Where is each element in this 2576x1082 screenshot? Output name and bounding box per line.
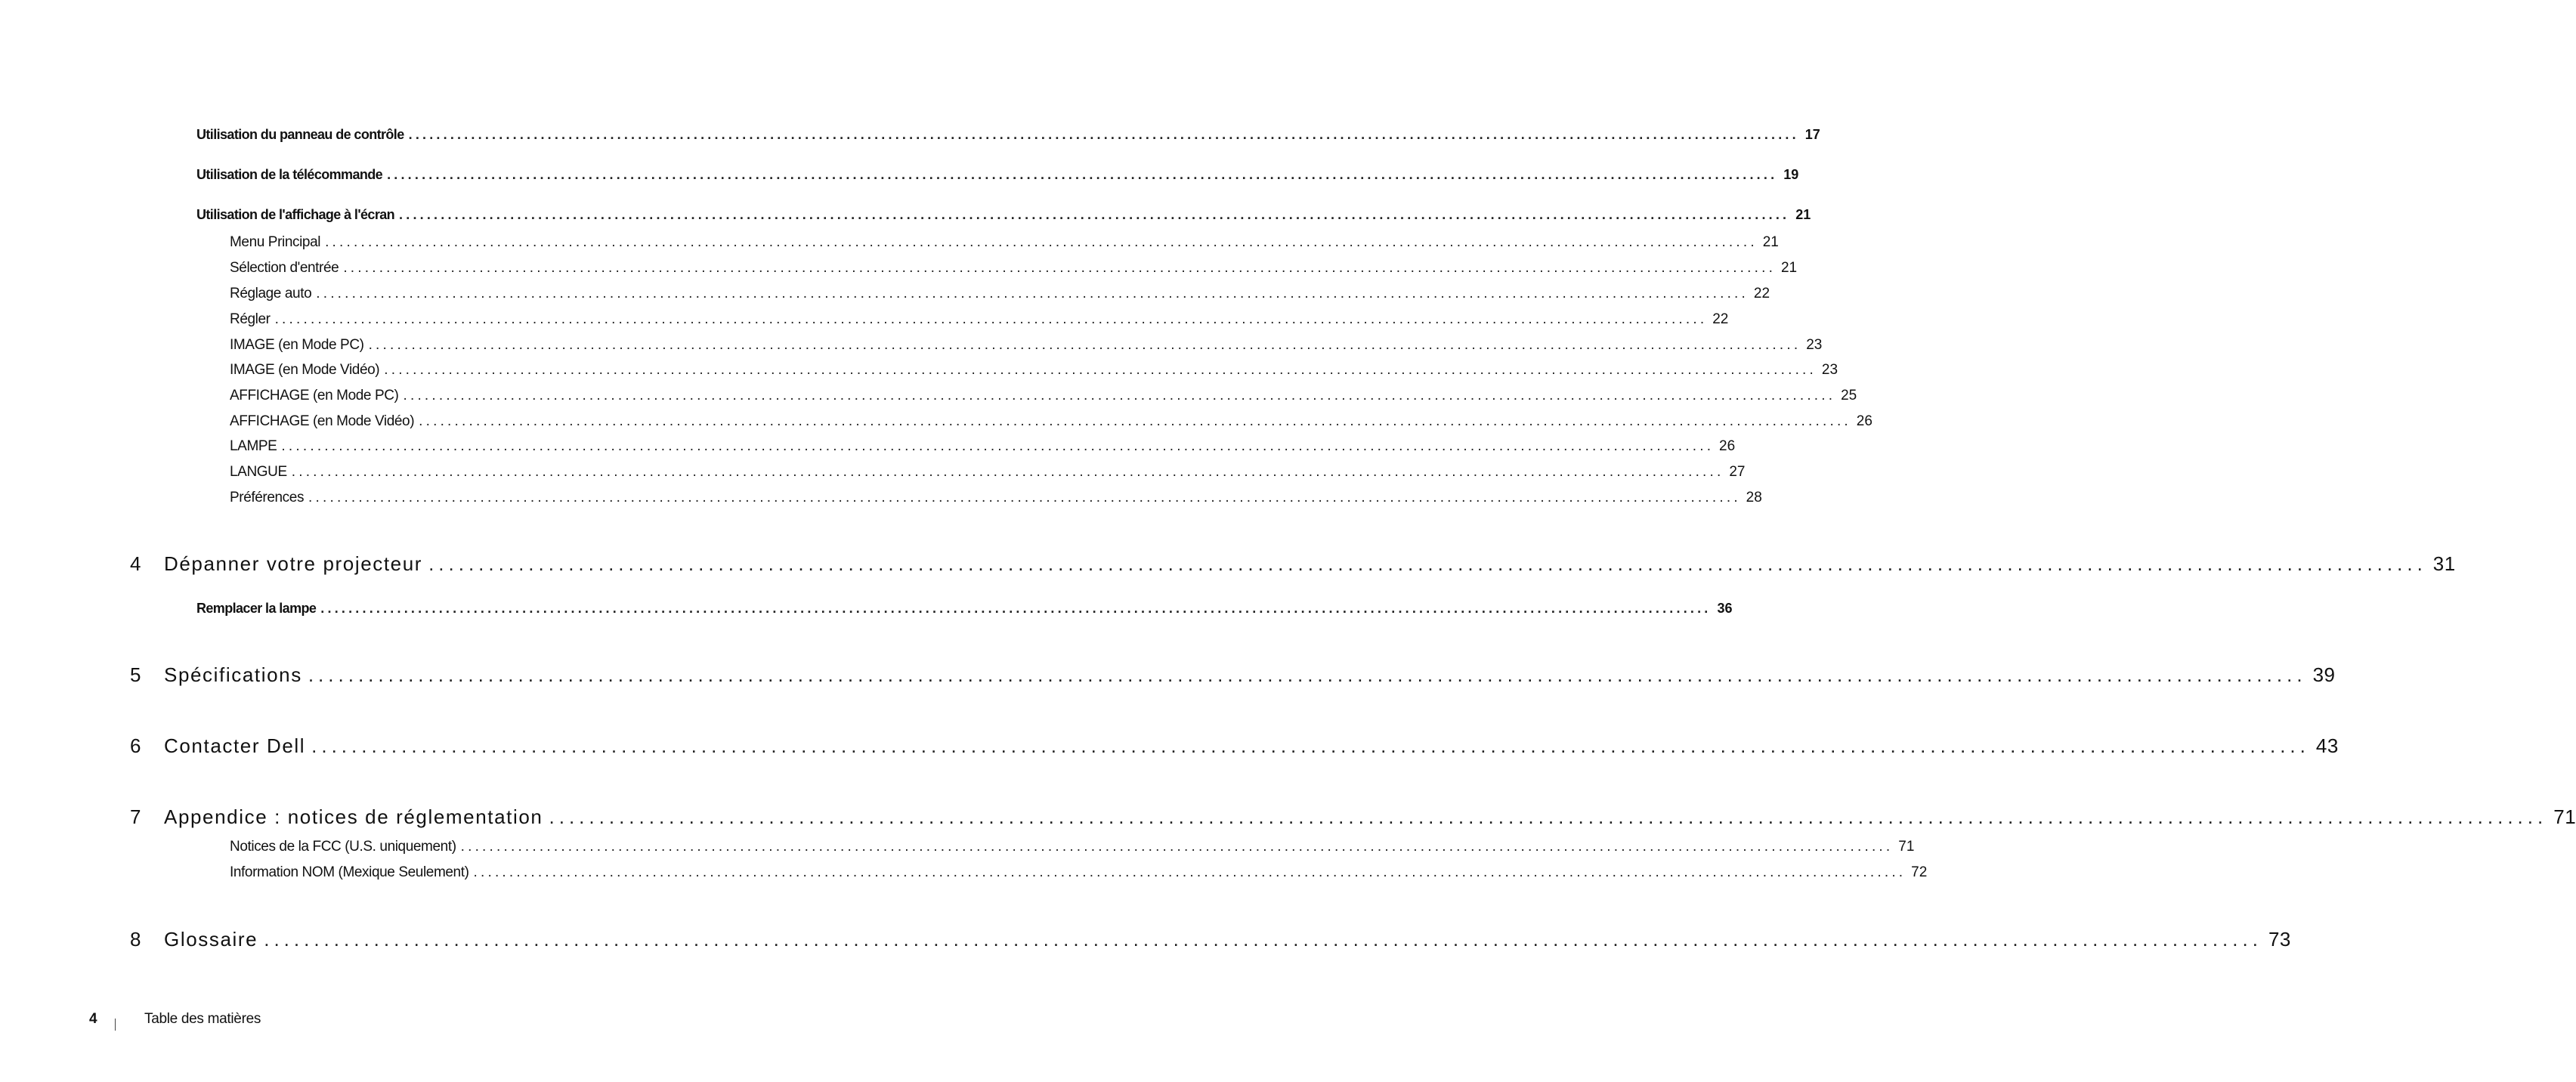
toc-chapter[interactable] bbox=[130, 928, 2291, 951]
toc-entry[interactable] bbox=[196, 127, 1820, 143]
toc-subentry-page: 22 bbox=[1712, 311, 1729, 327]
toc-subentry-label: AFFICHAGE (en Mode Vidéo) bbox=[230, 413, 415, 429]
leader-dots: ........................................................................................................................................................................................................ bbox=[308, 490, 1741, 505]
toc-subentry[interactable] bbox=[230, 311, 1729, 328]
toc-subentry-page: 28 bbox=[1746, 490, 1762, 505]
toc-entry-label: Utilisation de la télécommande bbox=[196, 167, 383, 182]
toc-subentry[interactable] bbox=[230, 286, 1770, 302]
toc-subentry-label: Notices de la FCC (U.S. uniquement) bbox=[230, 839, 456, 855]
toc-chapter[interactable] bbox=[130, 663, 2336, 687]
leader-dots: ........................................................................................................................................................................................................ bbox=[320, 601, 1712, 616]
chapter-number: 8 bbox=[130, 928, 141, 951]
leader-dots: ........................................................................................................................................................................................................ bbox=[291, 464, 1724, 480]
chapter-title: Appendice : notices de réglementation bbox=[164, 805, 543, 828]
leader-dots: ........................................................................................................................................................................................................ bbox=[343, 260, 1777, 276]
footer-title: Table des matières bbox=[144, 1011, 261, 1027]
toc-subentry-label: LANGUE bbox=[230, 464, 287, 480]
toc-chapter[interactable] bbox=[130, 805, 2576, 829]
leader-dots: ........................................................................................................................................................................................................ bbox=[419, 413, 1851, 429]
toc-subentry-page: 21 bbox=[1780, 260, 1798, 276]
toc-subentry-label: Préférences bbox=[230, 490, 305, 505]
leader-dots: ........................................................................................................................................................................................................ bbox=[408, 127, 1799, 142]
toc-subentry[interactable] bbox=[230, 337, 1823, 354]
toc-subentry-label: AFFICHAGE (en Mode PC) bbox=[230, 388, 399, 403]
toc-entry-page: 36 bbox=[1717, 601, 1733, 616]
leader-dots: ........................................................................................................................................................................................................ bbox=[399, 207, 1790, 222]
toc-subentry-label: IMAGE (en Mode PC) bbox=[230, 337, 364, 353]
toc-chapter[interactable] bbox=[130, 552, 2456, 576]
chapter-page: 31 bbox=[2432, 552, 2456, 575]
toc-entry[interactable] bbox=[196, 207, 1811, 223]
toc-subentry-page: 71 bbox=[1898, 839, 1915, 855]
chapter-page: 43 bbox=[2315, 734, 2339, 757]
toc-entry-page: 17 bbox=[1804, 127, 1820, 142]
leader-dots: ........................................................................................................................................................................................................ bbox=[316, 286, 1749, 301]
chapter-title: Spécifications bbox=[164, 663, 302, 686]
toc-subentry-label: Information NOM (Mexique Seulement) bbox=[230, 864, 469, 880]
toc-entry[interactable] bbox=[196, 167, 1799, 183]
leader-dots: ........................................................................................................................................................................................................ bbox=[403, 388, 1836, 403]
toc-subentry-page: 72 bbox=[1911, 864, 1928, 880]
toc-subentry[interactable] bbox=[230, 438, 1736, 455]
toc-subentry-page: 26 bbox=[1856, 413, 1872, 429]
toc-subentry[interactable] bbox=[230, 864, 1928, 881]
toc-subentry-label: Réglage auto bbox=[230, 286, 312, 301]
toc-entry-page: 19 bbox=[1783, 167, 1799, 182]
toc-subentry-label: Sélection d'entrée bbox=[230, 260, 339, 276]
leader-dots: ........................................................................................................................................................................................................ bbox=[428, 552, 2427, 575]
toc-subentry[interactable] bbox=[230, 234, 1779, 251]
chapter-title: Contacter Dell bbox=[164, 734, 306, 757]
leader-dots: ........................................................................................................................................................................................................ bbox=[264, 928, 2262, 951]
toc-entry-label: Utilisation du panneau de contrôle bbox=[196, 127, 404, 142]
leader-dots: ........................................................................................................................................................................................................ bbox=[460, 839, 1894, 855]
chapter-page: 71 bbox=[2553, 805, 2576, 828]
leader-dots: ........................................................................................................................................................................................................ bbox=[384, 362, 1817, 378]
chapter-number: 6 bbox=[130, 734, 141, 757]
footer-divider bbox=[115, 1019, 116, 1031]
toc-subentry[interactable] bbox=[230, 464, 1746, 481]
toc-entry-label: Utilisation de l'affichage à l'écran bbox=[196, 207, 395, 222]
leader-dots: ........................................................................................................................................................................................................ bbox=[473, 864, 1906, 880]
toc-subentry[interactable] bbox=[230, 388, 1857, 404]
footer-page-number: 4 bbox=[89, 1011, 97, 1027]
chapter-number: 4 bbox=[130, 552, 141, 575]
leader-dots: ........................................................................................................................................................................................................ bbox=[368, 337, 1801, 353]
chapter-number: 7 bbox=[130, 805, 141, 828]
toc-subentry[interactable] bbox=[230, 362, 1838, 379]
toc-subentry-page: 27 bbox=[1729, 464, 1746, 480]
toc-subentry-page: 26 bbox=[1719, 438, 1736, 454]
leader-dots: ........................................................................................................................................................................................................ bbox=[387, 167, 1778, 182]
leader-dots: ........................................................................................................................................................................................................ bbox=[281, 438, 1715, 454]
leader-dots: ........................................................................................................................................................................................................ bbox=[308, 663, 2307, 686]
toc-subentry[interactable] bbox=[230, 839, 1915, 855]
toc-subentry-page: 23 bbox=[1806, 337, 1823, 353]
chapter-title: Dépanner votre projecteur bbox=[164, 552, 423, 575]
toc-entry-page: 21 bbox=[1795, 207, 1811, 222]
toc-subentry-label: LAMPE bbox=[230, 438, 277, 454]
chapter-page: 39 bbox=[2312, 663, 2336, 686]
toc-subentry-page: 21 bbox=[1762, 234, 1779, 250]
chapter-number: 5 bbox=[130, 663, 141, 686]
toc-subentry[interactable] bbox=[230, 490, 1762, 506]
toc-subentry-page: 22 bbox=[1753, 286, 1770, 301]
chapter-title: Glossaire bbox=[164, 928, 258, 951]
toc-subentry-page: 25 bbox=[1841, 388, 1857, 403]
toc-subentry[interactable] bbox=[230, 413, 1872, 430]
toc-entry[interactable] bbox=[196, 601, 1733, 617]
chapter-page: 73 bbox=[2268, 928, 2291, 951]
toc-chapter[interactable] bbox=[130, 734, 2339, 758]
toc-subentry-page: 23 bbox=[1821, 362, 1838, 378]
toc-subentry-label: Régler bbox=[230, 311, 271, 327]
toc-subentry-label: IMAGE (en Mode Vidéo) bbox=[230, 362, 380, 378]
toc-subentry[interactable] bbox=[230, 260, 1798, 277]
leader-dots: ........................................................................................................................................................................................................ bbox=[325, 234, 1758, 250]
toc-entry-label: Remplacer la lampe bbox=[196, 601, 317, 616]
leader-dots: ........................................................................................................................................................................................................ bbox=[311, 734, 2310, 757]
leader-dots: ........................................................................................................................................................................................................ bbox=[549, 805, 2548, 828]
leader-dots: ........................................................................................................................................................................................................ bbox=[274, 311, 1708, 327]
toc-subentry-label: Menu Principal bbox=[230, 234, 321, 250]
